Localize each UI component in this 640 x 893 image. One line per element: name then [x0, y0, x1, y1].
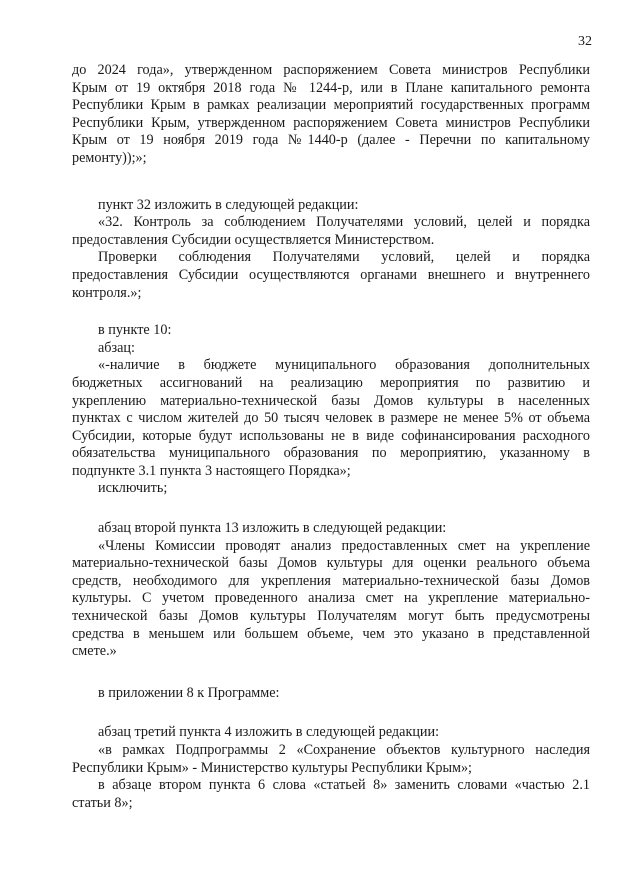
text-line: технической базы Домов культуры Получателям могут быть предусмотрены — [72, 608, 590, 625]
text-line: культуры. С учетом проведенного анализа смет на укрепление материально- — [72, 590, 590, 607]
action-text: исключить; — [98, 480, 168, 497]
text-line: смете.» — [72, 643, 117, 660]
text-line: контроля.»; — [72, 284, 142, 301]
text-line: средств, необходимого для укрепления материально-технической базы Домов — [72, 572, 590, 589]
text-line: обязательства муниципального образования по мероприятию, указанному в — [72, 445, 590, 462]
document-body — [72, 62, 590, 812]
section-point-32 — [72, 197, 590, 303]
section-subheading: абзац: — [98, 339, 135, 356]
intro-paragraph — [72, 62, 590, 168]
text-line: Республики Крым, утвержденном распоряжением Совета министров Республики — [72, 114, 590, 131]
text-line: статьи 8»; — [72, 794, 133, 811]
section-point-13 — [72, 520, 590, 661]
text-line: Республики Крым в рамках реализации мероприятий государственных программ — [72, 97, 590, 114]
text-line: до 2024 года», утвержденном распоряжением Совета министров Республики — [72, 62, 590, 78]
text-line: материально-технической базы Домов культуры для оценки реального объема — [72, 555, 590, 572]
section-appendix-8 — [72, 685, 590, 703]
text-line: «-наличие в бюджете муниципального образования дополнительных — [98, 357, 590, 374]
text-line: Крым от 19 октября 2018 года № 1244-р, или в Плане капитального ремонта — [72, 79, 590, 96]
text-line: «в рамках Подпрограммы 2 «Сохранение объектов культурного наследия — [98, 742, 590, 758]
text-line: бюджетных ассигнований на реализацию мероприятия по развитию и — [72, 374, 590, 391]
text-line: Крым от 19 ноября 2019 года №1440-р (далее - Перечни по капитальному — [72, 132, 590, 149]
section-heading: абзац третий пункта 4 изложить в следующей редакции: — [98, 724, 440, 741]
text-line: средства в меньшем или большем объеме, чем это указано в представленной — [72, 625, 590, 642]
text-line: укреплению материально-технической базы Домов культуры в населенных — [72, 392, 590, 409]
text-line: Республики Крым» - Министерство культуры Республики Крым»; — [72, 759, 472, 776]
section-point-10 — [72, 322, 590, 498]
text-line: пунктах с числом жителей до 50 тысяч человек в размере не менее 5% от объема — [72, 410, 590, 427]
text-line: в абзаце втором пункта 6 слова «статьей 8» заменить словами «частью 2.1 — [98, 777, 590, 794]
text-line: подпункте 3.1 пункта 3 настоящего Порядка»; — [72, 462, 351, 479]
text-line: «32. Контроль за соблюдением Получателями условий, целей и порядка — [98, 214, 590, 231]
text-line: Субсидии, которые будут использованы не в виде софинансирования расходного — [72, 427, 590, 444]
text-line: «Члены Комиссии проводят анализ предоставленных смет на укрепление — [98, 537, 590, 554]
page-number: 32 — [578, 34, 592, 49]
section-heading: в приложении 8 к Программе: — [98, 684, 280, 701]
section-heading: в пункте 10: — [98, 322, 172, 339]
section-point-4 — [72, 724, 590, 812]
text-line: Проверки соблюдения Получателями условий, целей и порядка — [98, 249, 590, 266]
section-heading: абзац второй пункта 13 изложить в следующей редакции: — [98, 520, 447, 537]
text-line: предоставления Субсидии осуществляются органами внешнего и внутреннего — [72, 266, 590, 283]
text-line: ремонту));»; — [72, 149, 147, 166]
section-heading: пункт 32 изложить в следующей редакции: — [98, 196, 359, 213]
text-line: предоставления Субсидии осуществляется Министерством. — [72, 231, 435, 248]
